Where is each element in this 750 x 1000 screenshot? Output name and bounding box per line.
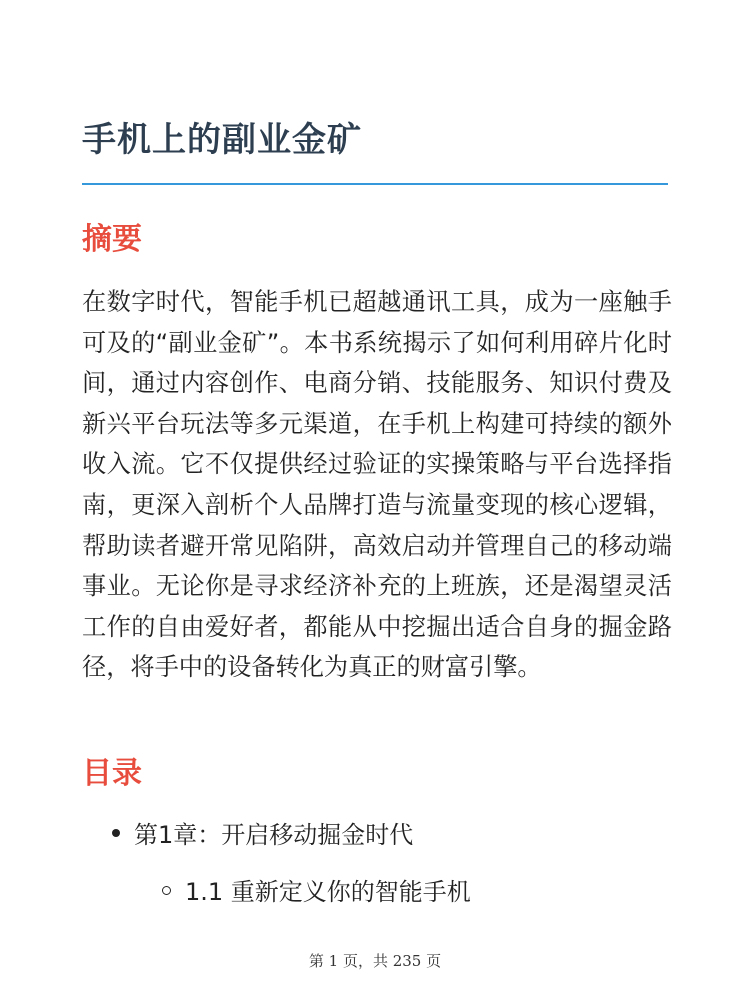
toc-item-label: 第1章：开启移动掘金时代 (134, 821, 414, 849)
bullet-disc-icon (112, 829, 120, 837)
bullet-circle-icon (162, 886, 171, 895)
toc-item-chapter-1[interactable] (112, 815, 413, 855)
title-divider (82, 183, 668, 185)
page-number-footer: 第 1 页，共 235 页 (308, 952, 442, 970)
toc-heading: 目录 (82, 756, 142, 791)
book-title: 手机上的副业金矿 (82, 120, 362, 160)
toc-item-section-1-1[interactable] (162, 872, 471, 912)
abstract-body: 在数字时代，智能手机已超越通讯工具，成为一座触手可及的“副业金矿”。本书系统揭示了如何利用碎片化时间，通过内容创作、电商分销、技能服务、知识付费及新兴平台玩法等多元渠道，在手机上构建可持续的额外收入流。它不仅提供经过验证的实操策略与平台选择指南，更深入剖析个人品牌打造与流量变现的核心逻辑，帮助读者避开常见陷阱，高效启动并管理自己的移动端事业。无论你是寻求经济补充的上班族，还是渴望灵活工作的自由爱好者，都能从中挖掘出适合自身的掘金路径，将手中的设备转化为真正的财富引擎。 (82, 288, 672, 682)
toc-item-label: 1.1 重新定义你的智能手机 (185, 878, 471, 906)
abstract-heading: 摘要 (82, 222, 142, 257)
